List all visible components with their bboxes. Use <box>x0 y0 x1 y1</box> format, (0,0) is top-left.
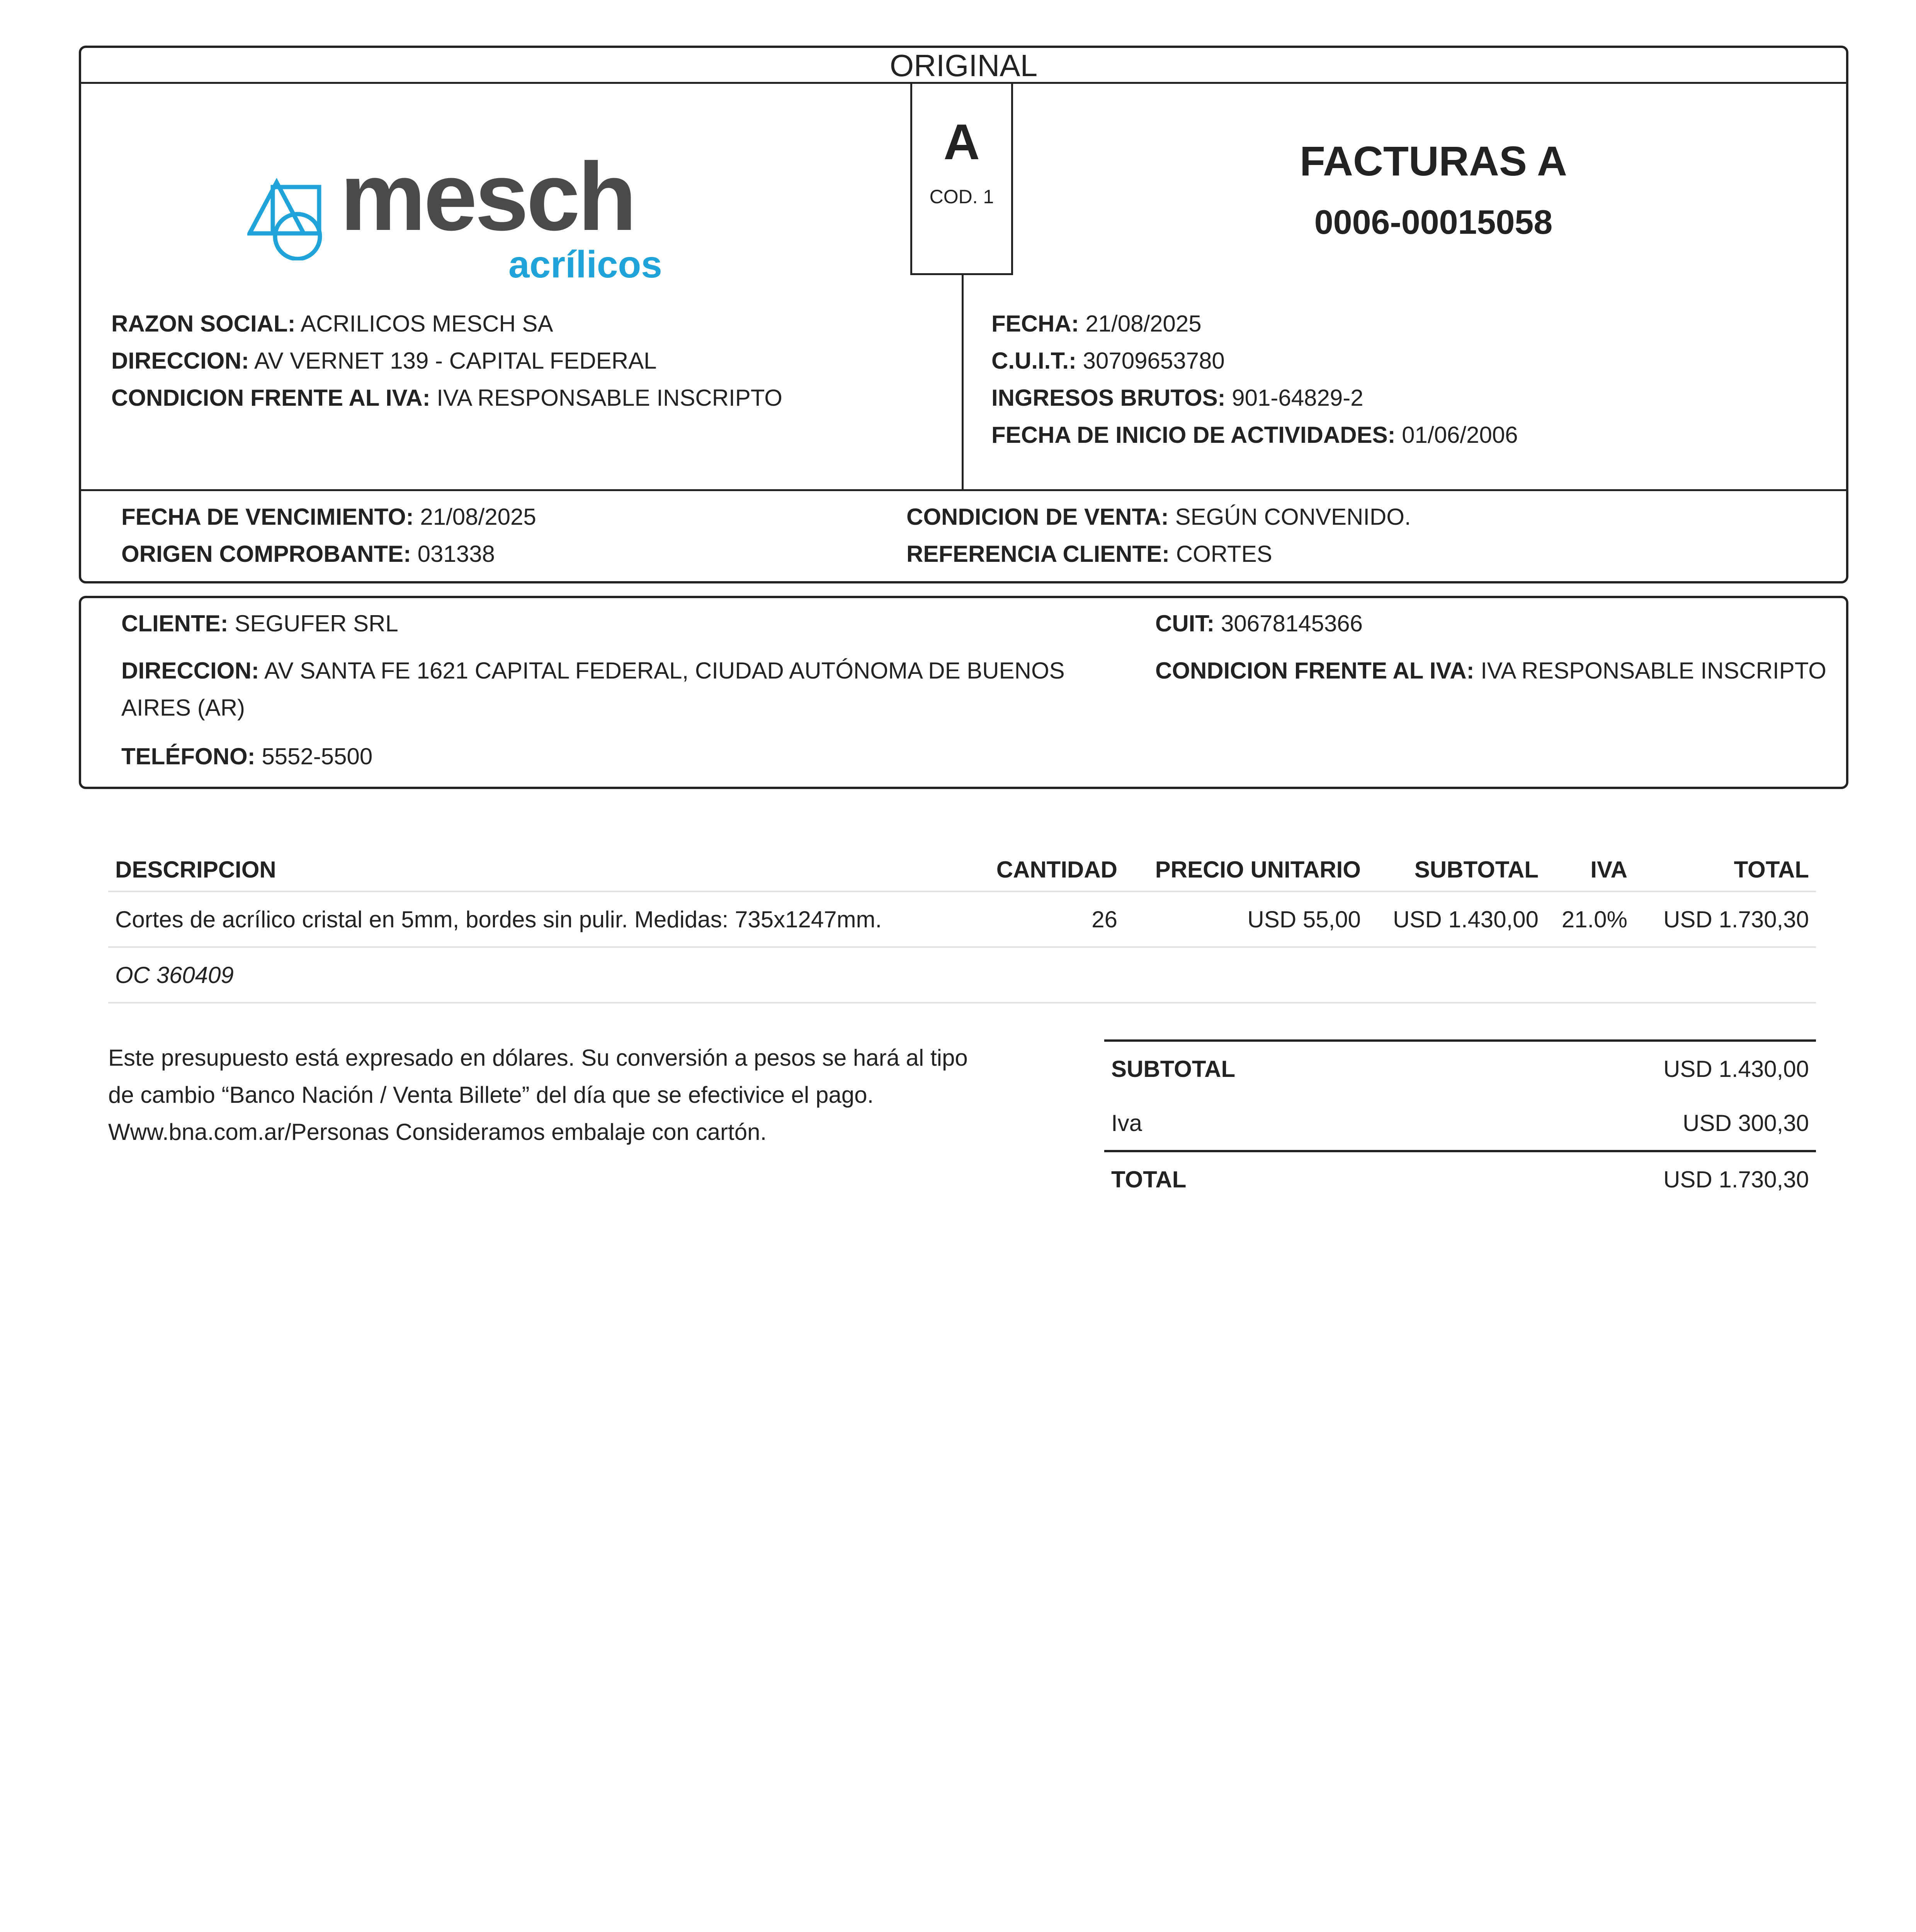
client-iva <box>1155 652 1826 689</box>
client-name <box>121 605 398 642</box>
issuer-razon-social <box>111 305 553 342</box>
field-label: DIRECCION: <box>121 658 259 684</box>
remarks-line: de cambio “Banco Nación / Venta Billete” del día que se efectivice el pago. <box>108 1082 874 1108</box>
subtotal-label: SUBTOTAL <box>1104 1041 1434 1096</box>
field-value: 01/06/2006 <box>1402 422 1518 448</box>
due-date <box>121 498 536 536</box>
field-label: FECHA DE VENCIMIENTO: <box>121 504 414 530</box>
issue-date <box>991 305 1202 342</box>
remarks-line: Www.bna.com.ar/Personas Consideramos embalaje con cartón. <box>108 1119 767 1145</box>
issuer-cuit <box>991 342 1225 379</box>
field-label: RAZON SOCIAL: <box>111 311 296 337</box>
field-value: 21/08/2025 <box>420 504 536 530</box>
field-value: 031338 <box>417 541 495 567</box>
field-value: 30709653780 <box>1083 348 1225 374</box>
iva-value: USD 300,30 <box>1683 1110 1809 1136</box>
remarks <box>108 1039 968 1151</box>
table-header-row <box>108 848 1816 891</box>
column-header-total: TOTAL <box>1634 848 1816 891</box>
field-value: SEGÚN CONVENIDO. <box>1175 504 1411 530</box>
items-table <box>108 848 1816 1003</box>
company-logo <box>247 143 662 286</box>
field-value: AV SANTA FE 1621 CAPITAL FEDERAL, CIUDAD AUTÓNOMA DE BUENOS <box>264 658 1065 684</box>
table-row <box>108 947 1816 1003</box>
field-value: 901-64829-2 <box>1232 385 1363 411</box>
field-label: DIRECCION: <box>111 348 249 374</box>
issuer-ingresos-brutos <box>991 379 1363 417</box>
issuer-direccion <box>111 342 656 379</box>
field-label: C.U.I.T.: <box>991 348 1076 374</box>
totals-table <box>1104 1039 1816 1206</box>
column-header-subtotal: SUBTOTAL <box>1368 848 1545 891</box>
item-subtotal: USD 1.430,00 <box>1368 891 1545 947</box>
invoice-letter-box <box>910 82 1013 275</box>
field-value: IVA RESPONSABLE INSCRIPTO <box>437 385 782 411</box>
document-title: FACTURAS A <box>1300 138 1567 184</box>
field-value: AV VERNET 139 - CAPITAL FEDERAL <box>254 348 657 374</box>
client-cuit <box>1155 605 1363 642</box>
item-total: USD 1.730,30 <box>1634 891 1816 947</box>
total-row <box>1104 1151 1816 1206</box>
field-value: 21/08/2025 <box>1085 311 1202 337</box>
invoice-code: COD. 1 <box>929 186 994 207</box>
issuer-inicio-actividades <box>991 417 1518 454</box>
total-value: USD 1.730,30 <box>1434 1151 1816 1206</box>
table-row <box>108 891 1816 947</box>
client-address-line2: AIRES (AR) <box>121 695 245 721</box>
column-header-iva: IVA <box>1545 848 1634 891</box>
field-value: 30678145366 <box>1221 611 1363 636</box>
field-value: SEGUFER SRL <box>235 611 398 636</box>
field-value: IVA RESPONSABLE INSCRIPTO <box>1481 658 1826 684</box>
remarks-line: Este presupuesto está expresado en dólares. Su conversión a pesos se hará al tipo <box>108 1045 968 1071</box>
field-label: CLIENTE: <box>121 611 228 636</box>
field-label: CONDICION FRENTE AL IVA: <box>1155 658 1474 684</box>
field-value: ACRILICOS MESCH SA <box>301 311 553 337</box>
field-label: TELÉFONO: <box>121 743 255 769</box>
client-phone <box>121 738 372 775</box>
sale-condition <box>906 498 1411 536</box>
field-label: FECHA: <box>991 311 1079 337</box>
field-label: ORIGEN COMPROBANTE: <box>121 541 411 567</box>
column-header-descripcion: DESCRIPCION <box>108 848 974 891</box>
logo-subtitle: acrílicos <box>508 243 662 286</box>
item-unit-price: USD 55,00 <box>1124 891 1368 947</box>
client-address <box>121 652 1065 689</box>
logo-wordmark: mesch <box>340 143 635 250</box>
invoice-header <box>79 46 1848 583</box>
field-value: 5552-5500 <box>262 743 373 769</box>
header-divider <box>962 275 964 489</box>
column-header-precio: PRECIO UNITARIO <box>1124 848 1368 891</box>
invoice-letter: A <box>944 114 980 170</box>
field-value: CORTES <box>1176 541 1272 567</box>
field-label: CUIT: <box>1155 611 1215 636</box>
issuer-iva <box>111 379 782 417</box>
item-description: Cortes de acrílico cristal en 5mm, bordes sin pulir. Medidas: 735x1247mm. <box>108 891 974 947</box>
origin-voucher <box>121 536 495 573</box>
field-label: INGRESOS BRUTOS: <box>991 385 1226 411</box>
item-quantity: 26 <box>974 891 1124 947</box>
iva-label: Iva <box>1111 1110 1142 1136</box>
item-iva: 21.0% <box>1545 891 1634 947</box>
subtotal-row <box>1104 1041 1816 1096</box>
field-label: CONDICION DE VENTA: <box>906 504 1169 530</box>
field-label: FECHA DE INICIO DE ACTIVIDADES: <box>991 422 1396 448</box>
order-note: OC 360409 <box>108 947 1816 1003</box>
field-label: REFERENCIA CLIENTE: <box>906 541 1170 567</box>
header-separator <box>81 489 1846 491</box>
client-reference <box>906 536 1272 573</box>
logo-mark-icon <box>247 172 336 260</box>
field-label: CONDICION FRENTE AL IVA: <box>111 385 430 411</box>
document-number: 0006-00015058 <box>1314 203 1553 241</box>
total-label: TOTAL <box>1104 1151 1434 1206</box>
column-header-cantidad: CANTIDAD <box>974 848 1124 891</box>
copy-label: ORIGINAL <box>81 48 1846 84</box>
client-info <box>79 596 1848 789</box>
iva-row <box>1104 1096 1816 1151</box>
subtotal-value: USD 1.430,00 <box>1434 1041 1816 1096</box>
